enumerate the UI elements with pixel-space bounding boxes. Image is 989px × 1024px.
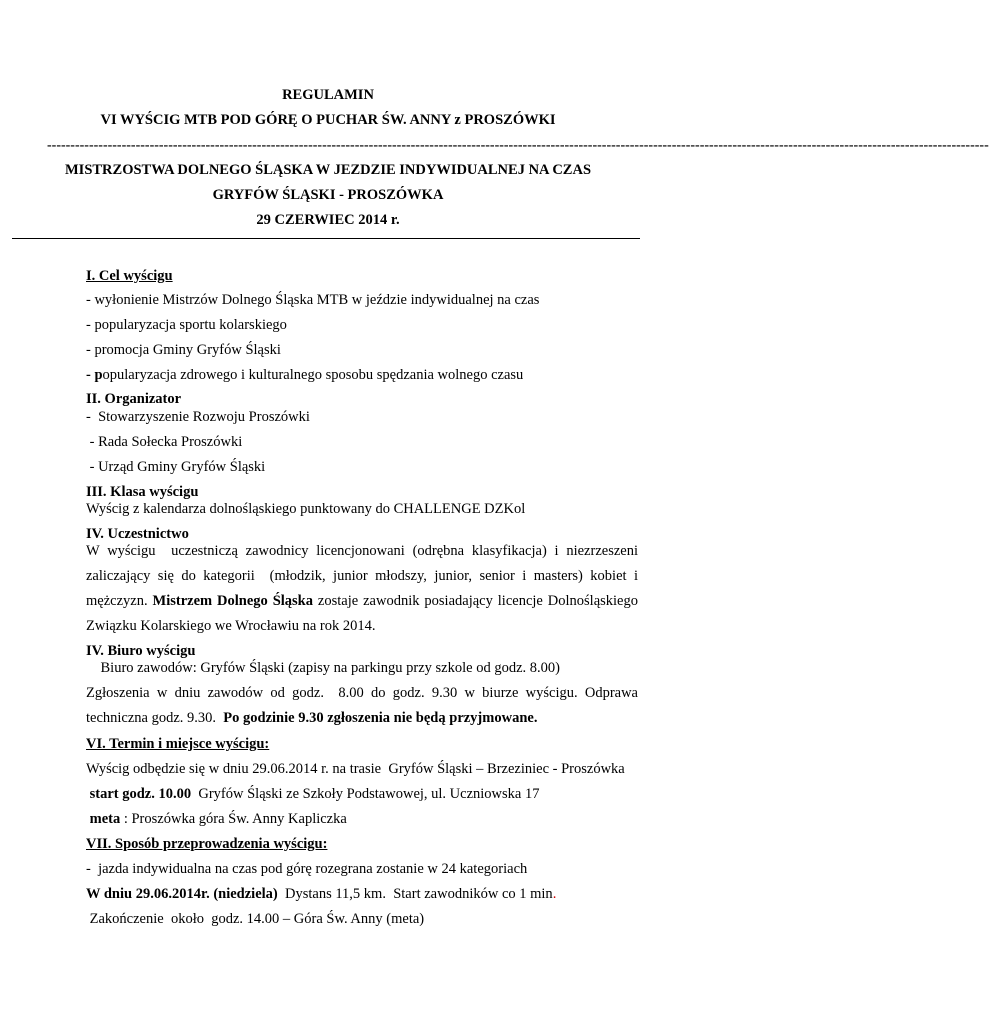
finish-label: meta xyxy=(86,811,121,827)
goal-item-text: opularyzacja zdrowego i kulturalnego sposobu spędzania wolnego czasu xyxy=(102,367,524,383)
format-date-line xyxy=(86,885,556,903)
participation-line xyxy=(86,592,638,610)
participation-text: zostaje zawodnik posiadający licencje Dolnośląskiego xyxy=(313,593,638,609)
section-format-heading: VII. Sposób przeprowadzenia wyścigu: xyxy=(86,836,328,852)
organizer-item: - Rada Sołecka Proszówki xyxy=(86,434,243,450)
goal-item: - popularyzacja sportu kolarskiego xyxy=(86,317,287,333)
goal-item: - promocja Gminy Gryfów Śląski xyxy=(86,342,281,358)
race-distance-dot: . xyxy=(552,886,557,902)
goal-item xyxy=(86,366,523,384)
start-location: Gryfów Śląski ze Szkoły Podstawowej, ul. Uczniowska 17 xyxy=(191,786,540,802)
office-text: techniczna godz. 9.30. xyxy=(86,710,224,726)
section-class-heading: III. Klasa wyścigu xyxy=(86,484,199,500)
race-date: W dniu 29.06.2014r. (niedziela) xyxy=(86,886,278,902)
schedule-line: Wyścig odbędzie się w dniu 29.06.2014 r. na trasie Gryfów Śląski – Brzeziniec - Proszówka xyxy=(86,761,625,777)
office-line: Zgłoszenia w dniu zawodów od godz. 8.00 do godz. 9.30 w biurze wyścigu. Odprawa xyxy=(86,685,638,701)
format-line: - jazda indywidualna na czas pod górę rozegrana zostanie w 24 kategoriach xyxy=(86,861,528,877)
participation-text: mężczyzn. xyxy=(86,593,153,609)
section-goal-heading: I. Cel wyścigu xyxy=(86,268,173,284)
participation-line: Związku Kolarskiego we Wrocławiu na rok 2014. xyxy=(86,618,376,634)
organizer-item: - Urząd Gminy Gryfów Śląski xyxy=(86,459,266,475)
title-championship: MISTRZOSTWA DOLNEGO ŚLĄSKA W JEZDZIE INDYWIDUALNEJ NA CZAS xyxy=(64,162,592,178)
office-line xyxy=(86,709,537,727)
title-date: 29 CZERWIEC 2014 r. xyxy=(256,212,400,228)
section-office-heading: IV. Biuro wyścigu xyxy=(86,643,196,659)
race-distance: Dystans 11,5 km. Start zawodników co 1 min xyxy=(277,886,553,902)
dashed-separator: ---------------------------------------------------------------------------------------------------------------------------------------------------------------------------------------------------------- xyxy=(47,138,989,153)
office-line: Biuro zawodów: Gryfów Śląski (zapisy na parkingu przy szkole od godz. 8.00) xyxy=(86,660,560,676)
goal-item-prefix: - p xyxy=(86,367,103,383)
start-label: start godz. 10.00 xyxy=(86,786,192,802)
class-text: Wyścig z kalendarza dolnośląskiego punktowany do CHALLENGE DZKol xyxy=(86,501,526,517)
organizer-item: - Stowarzyszenie Rozwoju Proszówki xyxy=(86,409,310,425)
champion-title: Mistrzem Dolnego Śląska xyxy=(152,593,313,609)
finish-location: : Proszówka góra Św. Anny Kapliczka xyxy=(120,811,347,827)
format-end-line: Zakończenie około godz. 14.00 – Góra Św. Anny (meta) xyxy=(86,911,425,927)
title-route: GRYFÓW ŚLĄSKI - PROSZÓWKA xyxy=(212,187,444,203)
schedule-finish-line xyxy=(86,810,347,828)
office-deadline-notice: Po godzinie 9.30 zgłoszenia nie będą przyjmowane. xyxy=(223,710,538,726)
participation-line: zaliczający się do kategorii (młodzik, junior młodszy, junior, senior i masters) kobiet i xyxy=(86,568,638,584)
goal-item: - wyłonienie Mistrzów Dolnego Śląska MTB w jeździe indywidualnej na czas xyxy=(86,292,540,308)
participation-line: W wyścigu uczestniczą zawodnicy licencjonowani (odrębna klasyfikacja) i niezrzeszeni xyxy=(86,543,638,559)
section-schedule-heading: VI. Termin i miejsce wyścigu: xyxy=(86,736,270,752)
section-organizer-heading: II. Organizator xyxy=(86,391,182,407)
title-race-name: VI WYŚCIG MTB POD GÓRĘ O PUCHAR ŚW. ANNY z PROSZÓWKI xyxy=(100,112,556,128)
section-participation-heading: IV. Uczestnictwo xyxy=(86,526,189,542)
header-divider xyxy=(12,238,640,239)
title-regulamin: REGULAMIN xyxy=(282,87,374,103)
schedule-start-line xyxy=(86,785,539,803)
